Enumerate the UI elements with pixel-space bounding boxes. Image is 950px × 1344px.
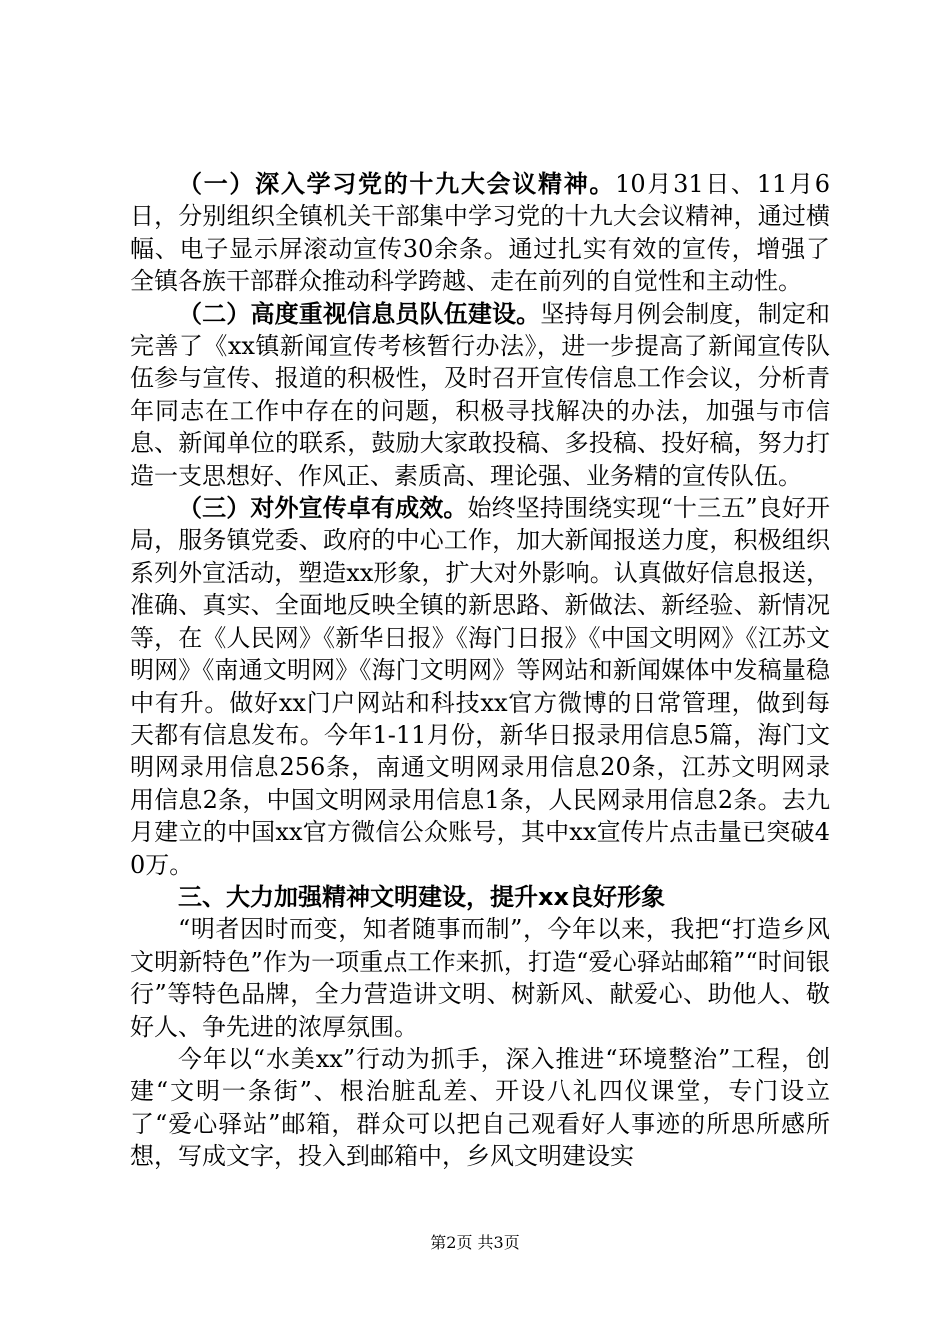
- paragraph-1-lead: （一）深入学习党的十九大会议精神。: [178, 170, 616, 198]
- paragraph-1-text: 10月31日、11月6日，分别组织全镇机关干部集中学习党的十九大会议精神，通过横幅、电子显示屏滚动宣传30余条。通过扎实有效的宣传，增强了全镇各族干部群众推动科学跨越、走在前列的自觉性和主动性。: [130, 170, 831, 296]
- paragraph-3-text: 始终坚持围绕实现“十三五”良好开局，服务镇党委、政府的中心工作，加大新闻报送力度，积极组织系列外宣活动，塑造xx形象，扩大对外影响。认真做好信息报送，准确、真实、全面地反映全镇的新思路、新做法、新经验、新情况等，在《人民网》《新华日报》《海门日报》《中国文明网》《江苏文明网》《南通文明网》《海门文明网》等网站和新闻媒体中发稿量稳中有升。做好xx门户网站和科技xx官方微博的日常管理，做到每天都有信息发布。今年1-11月份，新华日报录用信息5篇，海门文明网录用信息256条，南通文明网录用信息20条，江苏文明网录用信息2条，中国文明网录用信息1条，人民网录用信息2条。去九月建立的中国xx官方微信公众账号，其中xx宣传片点击量已突破40万。: [130, 494, 831, 879]
- page-footer: 第2页 共3页: [430, 1233, 520, 1252]
- document-body: [130, 168, 830, 1173]
- paragraph-3-lead: （三）对外宣传卓有成效。: [178, 494, 468, 523]
- body-paragraph-1: “明者因时而变，知者随事而制”，今年以来，我把“打造乡风文明新特色”作为一项重点工作来抓，打造“爱心驿站邮箱”“时间银行”等特色品牌，全力营造讲文明、树新风、献爱心、助他人、敬好人、争先进的浓厚氛围。: [130, 915, 830, 1041]
- paragraph-3: [130, 492, 830, 881]
- paragraph-2: [130, 298, 830, 492]
- paragraph-1: [130, 168, 830, 298]
- paragraph-2-lead: （二）高度重视信息员队伍建设。: [178, 299, 541, 328]
- body-paragraph-2: 今年以“水美xx”行动为抓手，深入推进“环境整治”工程，创建“文明一条街”、根治脏乱差、开设八礼四仪课堂，专门设立了“爱心驿站”邮箱，群众可以把自己观看好人事迹的所思所感所想，写成文字，投入到邮箱中，乡风文明建设实: [130, 1044, 830, 1171]
- section-heading: 三、大力加强精神文明建设，提升xx良好形象: [178, 882, 665, 911]
- paragraph-2-text: 坚持每月例会制度，制定和完善了《xx镇新闻宣传考核暂行办法》，进一步提高了新闻宣传队伍参与宣传、报道的积极性，及时召开宣传信息工作会议，分析青年同志在工作中存在的问题，积极寻找解决的办法，加强与市信息、新闻单位的联系，鼓励大家敢投稿、多投稿、投好稿，努力打造一支思想好、作风正、素质高、理论强、业务精的宣传队伍。: [130, 299, 831, 490]
